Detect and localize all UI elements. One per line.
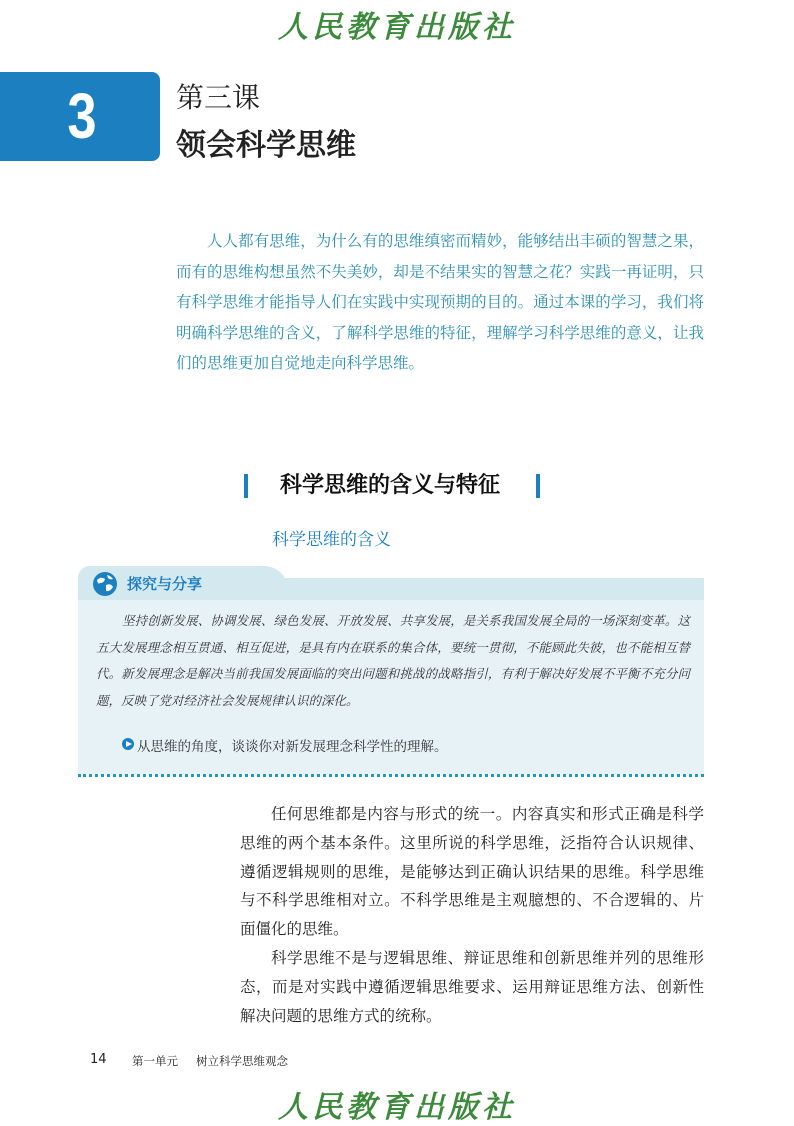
- play-arrow-icon: [122, 738, 134, 750]
- section-heading: [240, 470, 540, 502]
- lesson-label: 第三课: [176, 81, 261, 114]
- footer-unit-title: 树立科学思维观念: [196, 1054, 288, 1068]
- intro-paragraph: 人人都有思维，为什么有的思维缜密而精妙，能够结出丰硕的智慧之果，而有的思维构想虽然不失美妙，却是不结果实的智慧之花？实践一再证明，只有科学思维才能指导人们在实践中实现预期的目的。通过本课的学习，我们将明确科学思维的含义，了解科学思维的特征，理解学习科学思维的意义，让我们的思维更加自觉地走向科学思维。: [176, 232, 704, 372]
- dotted-divider: [78, 774, 704, 777]
- publisher-logo-bottom: 人民教育出版社: [278, 1090, 516, 1125]
- section-bar-left: [244, 474, 248, 498]
- page-number: 14: [90, 1052, 107, 1067]
- section-title: 科学思维的含义与特征: [279, 473, 500, 498]
- lesson-title: 领会科学思维: [176, 128, 356, 163]
- subsection-title: 科学思维的含义: [272, 530, 391, 550]
- explore-prompt-text: 从思维的角度，谈谈你对新发展理念科学性的理解。: [137, 739, 448, 755]
- lesson-number: 3: [67, 80, 97, 152]
- explore-text: 坚持创新发展、协调发展、绿色发展、开放发展、共享发展，是关系我国发展全局的一场深刻变革。这五大发展理念相互贯通、相互促进，是具有内在联系的集合体，要统一贯彻，不能顾此失彼，也不能相互替代。新发展理念是解决当前我国发展面临的突出问题和挑战的战略指引，有利于解决好发展不平衡不充分问题，反映了党对经济社会发展规律认识的深化。: [96, 613, 690, 708]
- explore-label: 探究与分享: [127, 575, 203, 593]
- body-paragraph-2: 科学思维不是与逻辑思维、辩证思维和创新思维并列的思维形态，而是对实践中遵循逻辑思维要求、运用辩证思维方法、创新性解决问题的思维方式的统称。: [240, 949, 704, 1025]
- body-paragraph-1: 任何思维都是内容与形式的统一。内容真实和形式正确是科学思维的两个基本条件。这里所说的科学思维，泛指符合认识规律、遵循逻辑规则的思维，是能够达到正确认识结果的思维。科学思维与不科学思维相对立。不科学思维是主观臆想的、不合逻辑的、片面僵化的思维。: [240, 805, 704, 939]
- footer-unit: 第一单元: [132, 1054, 178, 1068]
- lesson-number-block: [0, 72, 160, 161]
- section-bar-right: [536, 474, 540, 498]
- globe-icon: [92, 571, 118, 597]
- publisher-logo-top: 人民教育出版社: [278, 10, 516, 45]
